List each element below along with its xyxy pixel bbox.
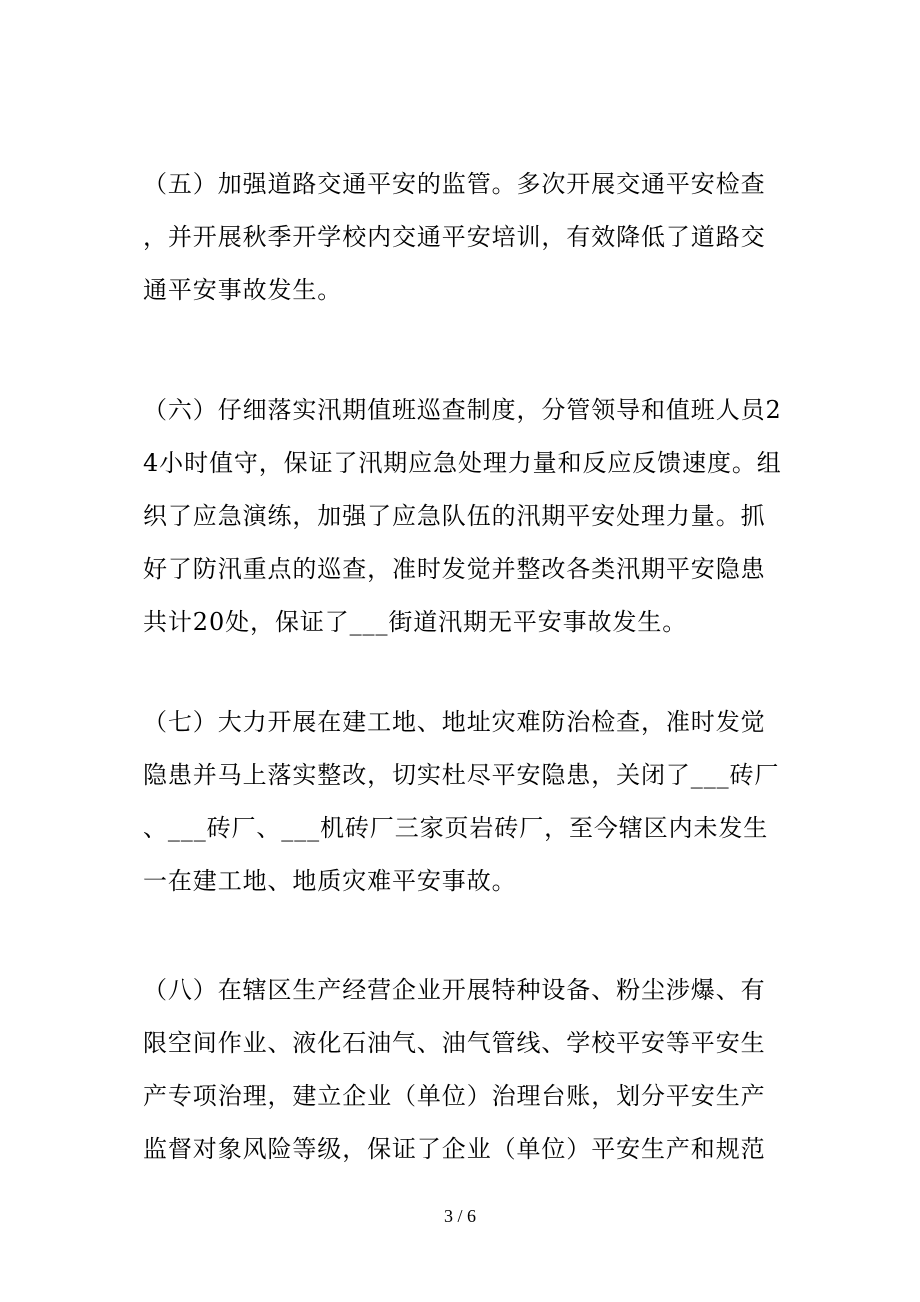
paragraph-line: 限空间作业、液化石油气、油气管线、学校平安等平安生 [143, 1029, 766, 1057]
paragraph-line: 织了应急演练，加强了应急队伍的汛期平安处理力量。抓 [143, 502, 766, 530]
paragraph-line: （八）在辖区生产经营企业开展特种设备、粉尘涉爆、有 [143, 976, 766, 1004]
paragraph-7 [143, 696, 783, 908]
paragraph-line: ，并开展秋季开学校内交通平安培训，有效降低了道路交 [143, 223, 766, 251]
paragraph-line: （六）仔细落实汛期值班巡查制度，分管领导和值班人员2 [143, 396, 782, 424]
paragraph-line: 产专项治理，建立企业（单位）治理台账，划分平安生产 [143, 1082, 766, 1110]
paragraph-line: 隐患并马上落实整改，切实杜尽平安隐患，关闭了___砖厂 [143, 761, 780, 789]
paragraph-line: 好了防汛重点的巡查，准时发觉并整改各类汛期平安隐患 [143, 555, 766, 583]
page-number: 3 / 6 [443, 1206, 476, 1226]
paragraph-line: 通平安事故发生。 [143, 276, 343, 304]
paragraph-line: （七）大力开展在建工地、地址灾难防治检查，准时发觉 [143, 708, 766, 736]
paragraph-6 [143, 384, 783, 649]
paragraph-line: 、___砖厂、___机砖厂三家页岩砖厂，至今辖区内未发生 [143, 814, 769, 842]
paragraph-line: （五）加强道路交通平安的监管。多次开展交通平安检查 [143, 170, 766, 198]
paragraph-8 [143, 964, 783, 1176]
paragraph-line: 一在建工地、地质灾难平安事故。 [143, 867, 517, 895]
paragraph-line: 4小时值守，保证了汛期应急处理力量和反应反馈速度。组 [143, 449, 782, 477]
paragraph-line: 监督对象风险等级，保证了企业（单位）平安生产和规范 [143, 1135, 766, 1163]
paragraph-line: 共计20处，保证了___街道汛期无平安事故发生。 [143, 608, 688, 636]
paragraph-5 [143, 158, 783, 317]
